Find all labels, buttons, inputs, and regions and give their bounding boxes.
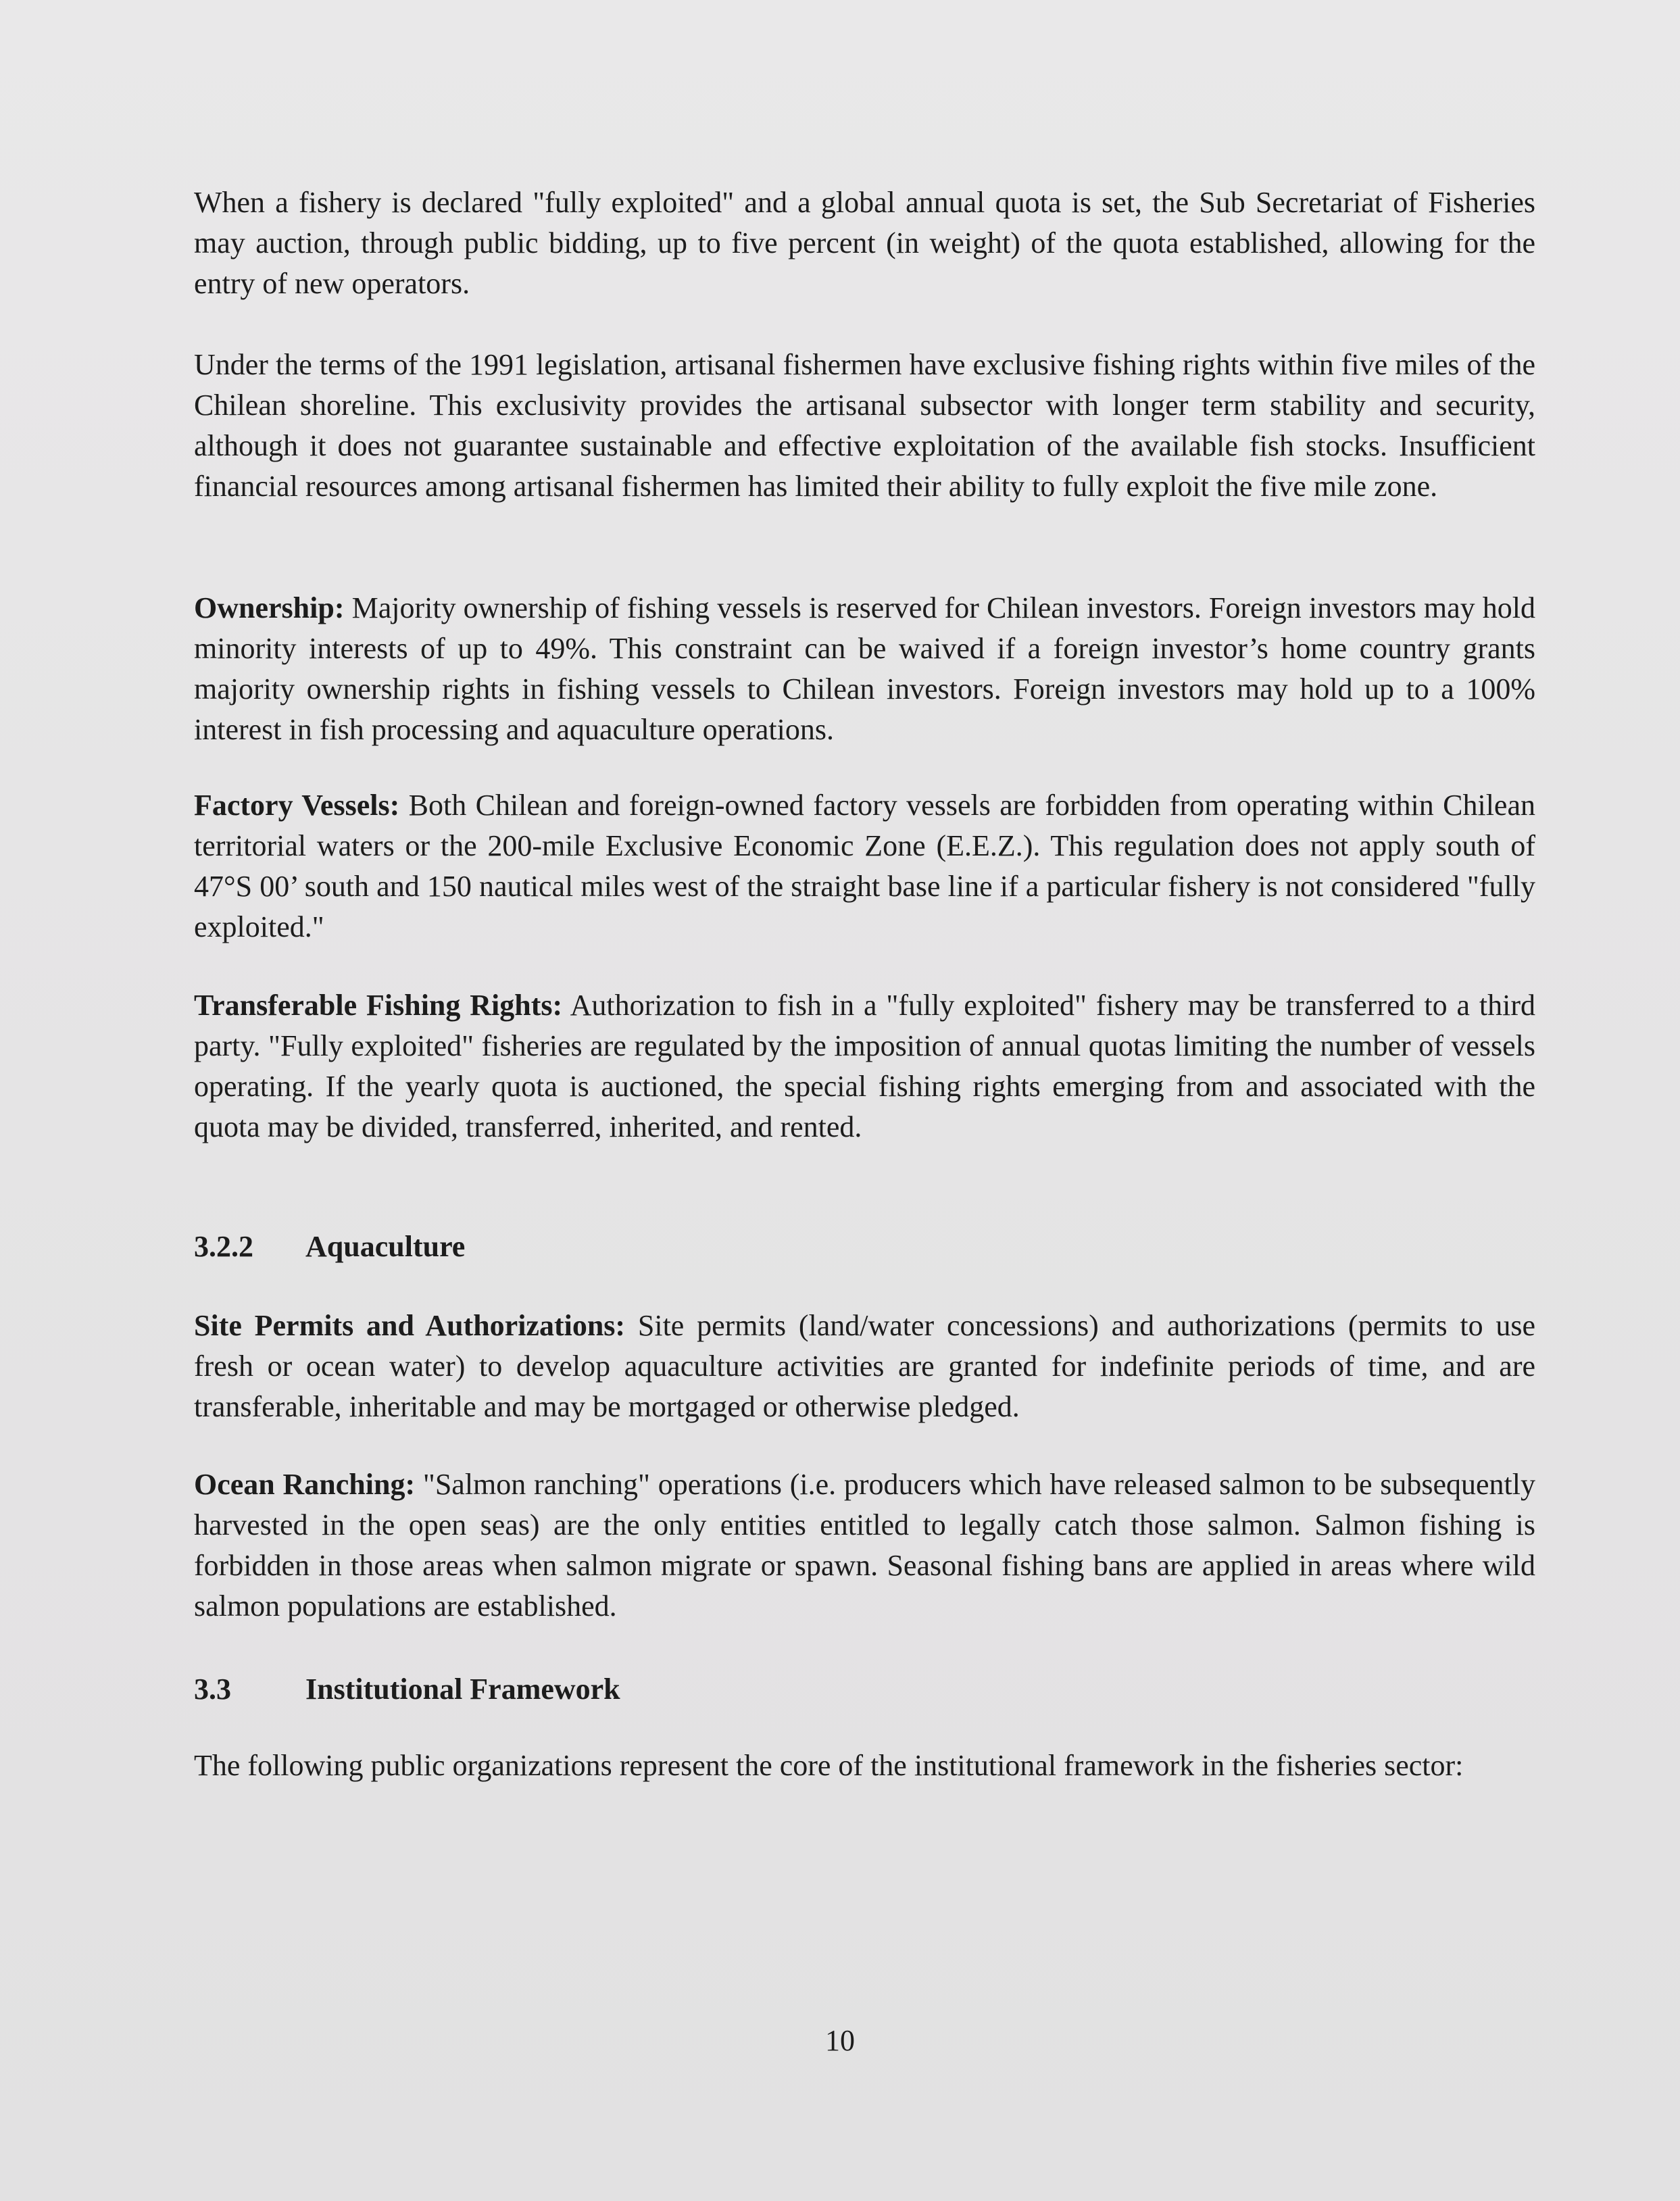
ocean-ranching-label: Ocean Ranching: — [194, 1468, 416, 1501]
paragraph-quota-auction: When a fishery is declared "fully exploited" and a global annual quota is set, the Sub Secretariat of Fisheries may auction, through public bidding, up to five percent (in weight) of the quota established, allowing for the entry of new operators. — [194, 186, 1535, 300]
paragraph-site-permits — [194, 1306, 1535, 1427]
transferable-rights-text: Authorization to fish in a "fully exploited" fishery may be transferred to a third party. "Fully exploited" fisheries are regulated by the imposition of annual quotas limiting the number of vessels operating. If the yearly quota is auctioned, the special fishing rights emerging from and associated with the quota may be divided, transferred, inherited, and rented. — [194, 989, 1535, 1143]
section-title: Aquaculture — [305, 1230, 466, 1263]
section-heading-aquaculture — [194, 1227, 465, 1267]
factory-vessels-label: Factory Vessels: — [194, 789, 400, 822]
section-number: 3.2.2 — [194, 1230, 253, 1263]
ocean-ranching-text: "Salmon ranching" operations (i.e. producers which have released salmon to be subsequently harvested in the open seas) are the only entities entitled to legally catch those salmon. Salmon fishing is forbidden in those areas when salmon migrate or spawn. Seasonal fishing bans are applied in areas where wild salmon populations are established. — [194, 1468, 1535, 1623]
paragraph-ownership — [194, 588, 1535, 750]
section-heading-institutional-framework — [194, 1669, 620, 1710]
site-permits-label: Site Permits and Authorizations: — [194, 1309, 626, 1342]
ownership-label: Ownership: — [194, 591, 345, 624]
transferable-rights-label: Transferable Fishing Rights: — [194, 989, 563, 1022]
paragraph-ocean-ranching — [194, 1464, 1535, 1627]
page-number: 10 — [825, 2024, 855, 2057]
paragraph-artisanal-rights: Under the terms of the 1991 legislation, artisanal fishermen have exclusive fishing rights within five miles of the Chilean shoreline. This exclusivity provides the artisanal subsector with longer term stability and security, although it does not guarantee sustainable and effective exploitation of the available fish stocks. Insufficient financial resources among artisanal fishermen has limited their ability to fully exploit the five mile zone. — [194, 348, 1535, 503]
paragraph-factory-vessels — [194, 785, 1535, 947]
section-title: Institutional Framework — [305, 1673, 620, 1706]
section-number: 3.3 — [194, 1673, 231, 1706]
factory-vessels-text: Both Chilean and foreign-owned factory vessels are forbidden from operating within Chilean territorial waters or the 200-mile Exclusive Economic Zone (E.E.Z.). This regulation does not apply south of 47°S 00’ south and 150 nautical miles west of the straight base line if a particular fishery is not considered "fully exploited." — [194, 789, 1535, 943]
site-permits-text: Site permits (land/water concessions) and authorizations (permits to use fresh or ocean water) to develop aquaculture activities are granted for indefinite periods of time, and are transferable, inheritable and may be mortgaged or otherwise pledged. — [194, 1309, 1535, 1423]
paragraph-institutional-intro: The following public organizations represent the core of the institutional framework in the fisheries sector: — [194, 1749, 1464, 1782]
paragraph-transferable-rights — [194, 985, 1535, 1147]
ownership-text: Majority ownership of fishing vessels is reserved for Chilean investors. Foreign investors may hold minority interests of up to 49%. This constraint can be waived if a foreign investor’s home country grants majority ownership rights in fishing vessels to Chilean investors. Foreign investors may hold up to a 100% interest in fish processing and aquaculture operations. — [194, 591, 1535, 746]
